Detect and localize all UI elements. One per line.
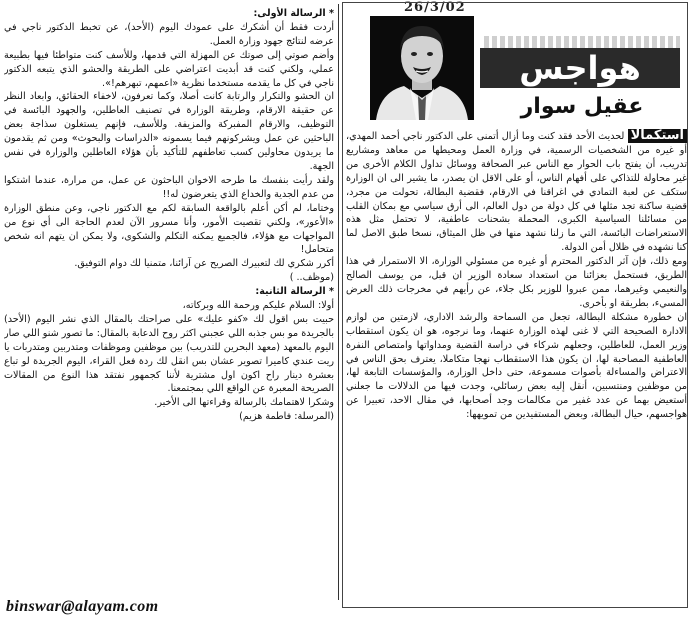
letter-paragraph: أردت فقط أن أشكرك على عمودك اليوم (الأحد)، عن تخبط الدكتور ناجي في عرضه لنتائج جهود وزارة العمل. xyxy=(4,21,334,47)
author-photo xyxy=(370,16,474,120)
letter-paragraph: وأضم صوتي إلى صوتك عن المهزلة التي قدمها، وللأسف كنت متواطئا فيها بطبيعة عملي، ولكني كنت قد أبديت اعتراضي على الطريقة والحشو الذي يتبعه الدكتور ناجي في كل ما يقدمه مستخدما نظرية «اعمهم، تبهرهم!». xyxy=(4,49,334,89)
column-title: هواجس xyxy=(480,48,680,88)
letter-paragraph: أولا: السلام عليكم ورحمة الله وبركاته، xyxy=(182,300,334,312)
letter-heading: * الرسالة الأولى: xyxy=(253,8,334,19)
letter-heading: * الرسالة الثانية: xyxy=(255,286,334,298)
letters-column xyxy=(4,7,334,582)
letter-paragraph: أكرر شكري لك لتعبيرك الصريح عن آرائنا، متمنيا لك دوام التوفيق. xyxy=(74,258,334,270)
author-name: عقيل سوار xyxy=(520,94,644,119)
article-paragraph xyxy=(346,129,687,255)
author-portrait-icon xyxy=(370,16,474,120)
letter-paragraph: ولقد رأيت بنفسك ما طرحه الاخوان الباحثون عن عمل، من مرارة، عندما اشتكوا من عدم الجدية والخداع الذي يتعرضون له!! xyxy=(4,174,334,200)
article-paragraph-text: لحديث الأحد فقد كنت وما أزال أتمنى على الدكتور ناجي أحمد المهدي، أو غيره من الشخصيات الرسمية، في وزارة العمل ومحيطها من معاهد ومشاريع تدريب، أن يفتح باب الحوار مع الناس عبر الصحافة ووسائل تداول الكلام الأخرى من غير محاولة للتذاكي على أفهام الناس، أو على الاقل ان يصدر، ما يشير الى ان الوزارة ستكف عن لعبة التمادي في اغراقنا في الارقام، فقضية البطالة، تحولت من مجرد، قضية ساكنة تجد مثلها في كل دولة من دول العالم، الى أرق سياسي مع بمكان القلب من مسائلنا السياسية الكبرى، المحملة بشحنات عاطفية، لا تحتمل مثل هذه الاستعراضات البائسة، التي ما زلنا نشهد منها في ظل الميثاق، نسخا طبق الاصل لما كنا نشهده في ظلال أمن الدولة. xyxy=(346,131,687,254)
column-divider xyxy=(338,4,339,600)
article-paragraph: ان خطورة مشكلة البطالة، تجعل من السماحة والرشد الاداري، لازمتين من لوازم الادارة الصحيحة التي لا غنى لهذه الوزارة عنهما، وما نرجوه، هو ان يكون استقطاب وزير العمل، للعاطلين، وجعلهم شركاء في دراسة القضية ومداواتها وامتصاص النفرة العاطفية المصاحبة لها، ان يكون هذا الاستقطاب نهجا متكاملا، يعترف بحق الناس في الاعتراض والمساءلة بأصوات مسموعة، حتى داخل الوزارة، والمؤسسات التابعة لها، من موظفين ومنتسبين، أنقل إليه بعض رسائلي، وجدت فيها من الدلالات ما جعلني أستعيض بهما عن عدد غفير من مكالمات وجد أصحابها، في مقال الاحد، تعبيرا عن هواجسهم، حيال البطالة، وبعض المستفيدين من تمويهها: xyxy=(346,311,687,421)
letter-paragraph: وختاما، لم أكن أعلم بالواقعة السابقة لكم مع الدكتور ناجي، وعن منطق الوزارة «الأعور»، ولكني تقصيت الأمور، وأنا مسرور الآن لعدم الحاجة الى أي نوع من المواجهات مع هؤلاء، فالجميع يمكنه التكلم والشكوى، ولا يمكن ان يتهم انه شخص متحامل! xyxy=(4,202,334,256)
letter-paragraph: ان الحشو والتكرار والرتابة كانت أصلا، وكما تعرفون، لاخفاء الحقائق، وابعاد النظر عن حقيقة الارقام، وطريقة الوزارة في تصنيف العاطلين، والجهود البائسة في التوظيف، والارقام المفبركة والمزيفة. وللأسف، فإنهم يستغلون سذاجة بعض الباحثين عن عمل ويشركونهم فيما يسمونه «الدراسات والبحوث» ومن ثم يقدمون ما يريدون محاولين كسب تعاطفهم للتأكيد بأن هؤلاء العاطلين والوزارة في نفس الجهة. xyxy=(4,91,334,172)
letter-paragraph: (المرسلة: فاطمة هزيم) xyxy=(239,411,334,423)
letter-paragraph: حبيت بس اقول لك «كفو عليك» على صراحتك بالمقال الذي نشر اليوم (الأحد) بالجريدة مو بس جذبه اللي عجبني اكثر روح الدعابة بالمقال: ما تصور شنو اللي صار اليوم بالمعهد (معهد البحرين للتدريب) بين موظفين وموظفات ومتدربين ومتدربات يا ريت عندي كاميرا تصوير عشان بس انقل لك ردة فعل القراء، اليوم الجريدة لو تباع بعشرة دينار راح اكون اول مشترية لأننا كجمهور نفتقد هذا النوع من المقالات الصريحة المعبرة عن الواقع اللي بمجتمعنا. xyxy=(4,313,334,395)
handwritten-date: 26/3/02 xyxy=(404,0,466,15)
letter-paragraph: وشكرا لاهتمامك بالرسالة وقراءتها الى الأخير. xyxy=(154,397,334,409)
article-paragraph: ومع ذلك، فإن آثر الدكتور المحترم أو غيره من مسئولي الوزارة، الا الاستمرار في هذا الطريق، فستحمل بعزائنا من استعداد سعادة الوزير ان قبل، من يوسف الصالح والنعيمي وغيرهما، ممن عبروا للوزير بكل جلاء، عن رأيهم في مخرجات ذلك العرض المسيء، بطريقة او بأخرى. xyxy=(346,256,687,309)
letter-paragraph: (موظف.. ) xyxy=(289,272,334,284)
main-article-column xyxy=(346,129,687,601)
masthead-shading xyxy=(484,36,680,48)
author-email: binswar@alayam.com xyxy=(6,598,159,615)
article-kicker: استكمالا xyxy=(628,129,687,143)
